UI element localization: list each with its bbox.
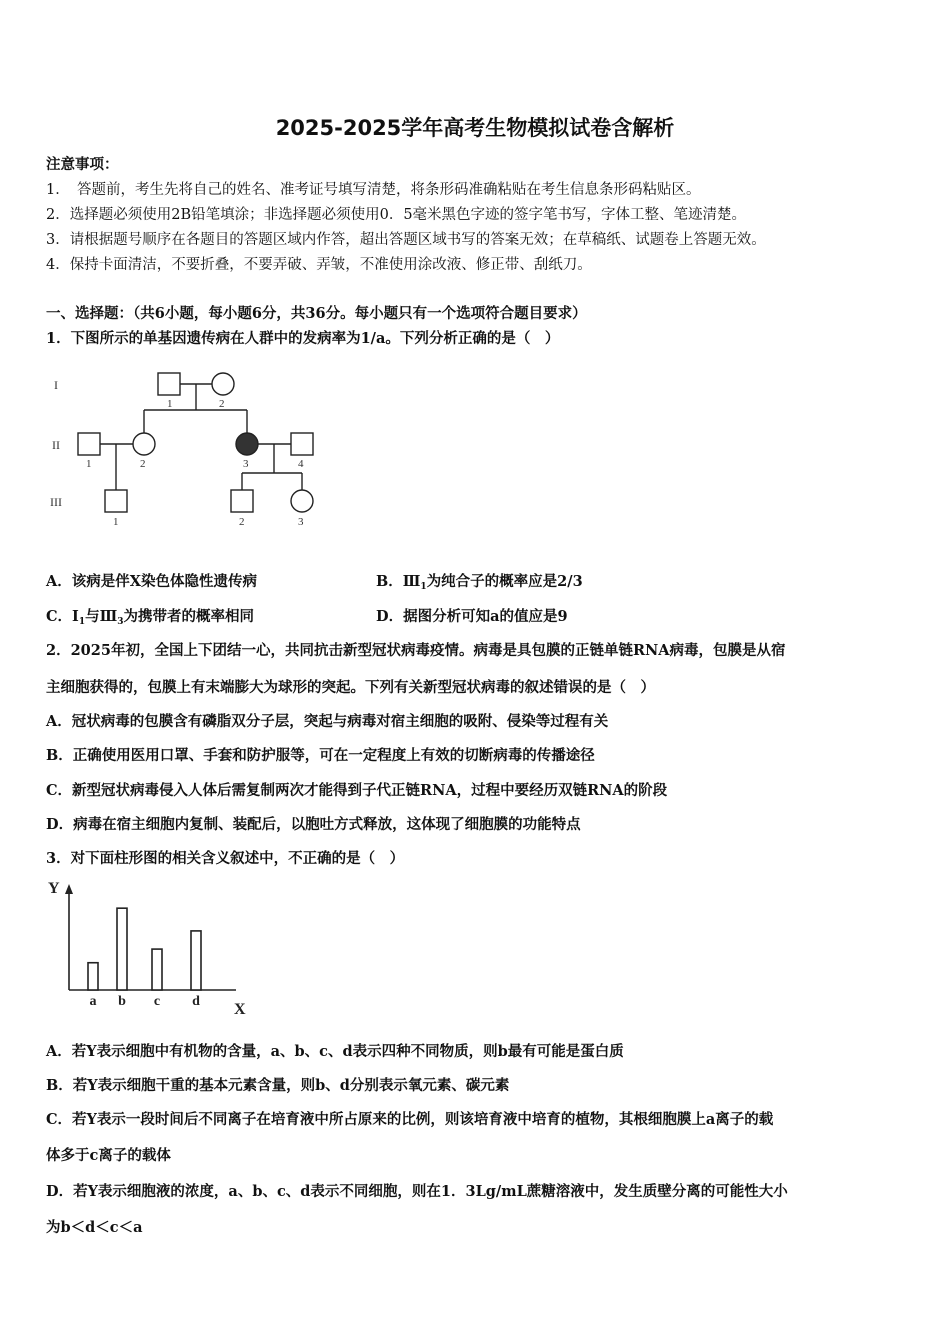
q2-option-a: A．冠状病毒的包膜含有磷脂双分子层，突起与病毒对宿主细胞的吸附、侵染等过程有关 — [46, 713, 609, 730]
y-axis-arrow — [65, 884, 73, 894]
pedigree-chart — [46, 365, 336, 535]
bar-c — [152, 949, 162, 990]
bar-d — [191, 931, 201, 990]
bar-chart — [46, 876, 266, 1021]
pedigree-gen-II: II — [52, 438, 60, 452]
tick-label-d: d — [192, 994, 200, 1009]
notice-item-1: 1． 答题前，考生先将自己的姓名、准考证号填写清楚，将条形码准确粘贴在考生信息条形码粘贴区。 — [46, 182, 701, 198]
bar-b — [117, 908, 127, 990]
label-II3: 3 — [243, 458, 249, 470]
pedigree-I1-male — [158, 373, 180, 395]
x-axis-label: X — [234, 1001, 246, 1018]
q3-option-a: A．若Y表示细胞中有机物的含量，a、b、c、d表示四种不同物质，则b最有可能是蛋白质 — [46, 1043, 624, 1060]
q3-option-d-line2: 为b＜d＜c＜a — [46, 1219, 143, 1236]
notice-item-2: 2．选择题必须使用2B铅笔填涂；非选择题必须使用0．5毫米黑色字迹的签字笔书写，字体工整、笔迹清楚。 — [46, 207, 747, 223]
q3-option-d-line1: D．若Y表示细胞液的浓度，a、b、c、d表示不同细胞，则在1．3Lg/mL蔗糖溶液中，发生质壁分离的可能性大小 — [46, 1183, 788, 1200]
pedigree-II2-female — [133, 433, 155, 455]
pedigree-gen-I: I — [54, 378, 58, 392]
tick-label-c: c — [153, 994, 161, 1009]
q1-option-a: A．该病是伴X染色体隐性遗传病 — [46, 573, 257, 590]
q3-stem: 3．对下面柱形图的相关含义叙述中，不正确的是（ ） — [46, 850, 405, 867]
q1-option-b: B．$Ⅲ_1$为纯合子的概率应是2/3 — [376, 573, 583, 592]
page-title: 2025-2025学年高考生物模拟试卷含解析 — [275, 116, 675, 140]
tick-label-a: a — [89, 994, 97, 1009]
pedigree-II1-male — [78, 433, 100, 455]
label-III2: 2 — [239, 516, 245, 528]
q2-option-d: D．病毒在宿主细胞内复制、装配后，以胞吐方式释放，这体现了细胞膜的功能特点 — [46, 816, 581, 833]
pedigree-I2-female — [212, 373, 234, 395]
label-II4: 4 — [298, 458, 304, 470]
q3-option-c-line2: 体多于c离子的载体 — [46, 1147, 171, 1164]
label-II2: 2 — [140, 458, 146, 470]
label-I1: 1 — [167, 398, 173, 410]
q2-option-c: C．新型冠状病毒侵入人体后需复制两次才能得到子代正链RNA，过程中要经历双链RNA的阶段 — [46, 782, 668, 799]
notice-heading: 注意事项： — [46, 156, 119, 173]
label-II1: 1 — [86, 458, 92, 470]
q3-option-b: B．若Y表示细胞干重的基本元素含量，则b、d分别表示氧元素、碳元素 — [46, 1077, 510, 1094]
pedigree-III3-female — [291, 490, 313, 512]
y-axis-label: Y — [48, 880, 60, 897]
pedigree-III1-male — [105, 490, 127, 512]
q1-option-d: D．据图分析可知a的值应是9 — [376, 608, 568, 625]
q3-option-c-line1: C．若Y表示一段时间后不同离子在培育液中所占原来的比例，则该培育液中培育的植物，其根细胞膜上a离子的载 — [46, 1111, 774, 1128]
pedigree-II3-affected-female — [236, 433, 258, 455]
pedigree-gen-III: III — [50, 495, 62, 509]
notice-item-3: 3．请根据题号顺序在各题目的答题区域内作答，超出答题区域书写的答案无效；在草稿纸、试题卷上答题无效。 — [46, 232, 766, 248]
q2-option-b: B．正确使用医用口罩、手套和防护服等，可在一定程度上有效的切断病毒的传播途径 — [46, 747, 595, 764]
pedigree-II4-male — [291, 433, 313, 455]
q1-option-c: C．$Ⅰ_1$与$Ⅲ_3$为携带者的概率相同 — [46, 608, 255, 627]
label-III1: 1 — [113, 516, 119, 528]
pedigree-III2-male — [231, 490, 253, 512]
q2-stem-line1: 2．2025年初，全国上下团结一心，共同抗击新型冠状病毒疫情。病毒是具包膜的正链单链RNA病毒，包膜是从宿 — [46, 642, 786, 659]
tick-label-b: b — [118, 994, 126, 1009]
section-heading: 一、选择题：（共6小题，每小题6分，共36分。每小题只有一个选项符合题目要求） — [46, 305, 587, 322]
bar-a — [88, 963, 98, 990]
label-III3: 3 — [298, 516, 304, 528]
q2-stem-line2: 主细胞获得的，包膜上有末端膨大为球形的突起。下列有关新型冠状病毒的叙述错误的是（ ） — [46, 679, 655, 696]
notice-item-4: 4．保持卡面清洁，不要折叠，不要弄破、弄皱，不准使用涂改液、修正带、刮纸刀。 — [46, 257, 592, 273]
label-I2: 2 — [219, 398, 225, 410]
q1-stem: 1．下图所示的单基因遗传病在人群中的发病率为1/a。下列分析正确的是（ ） — [46, 330, 560, 347]
